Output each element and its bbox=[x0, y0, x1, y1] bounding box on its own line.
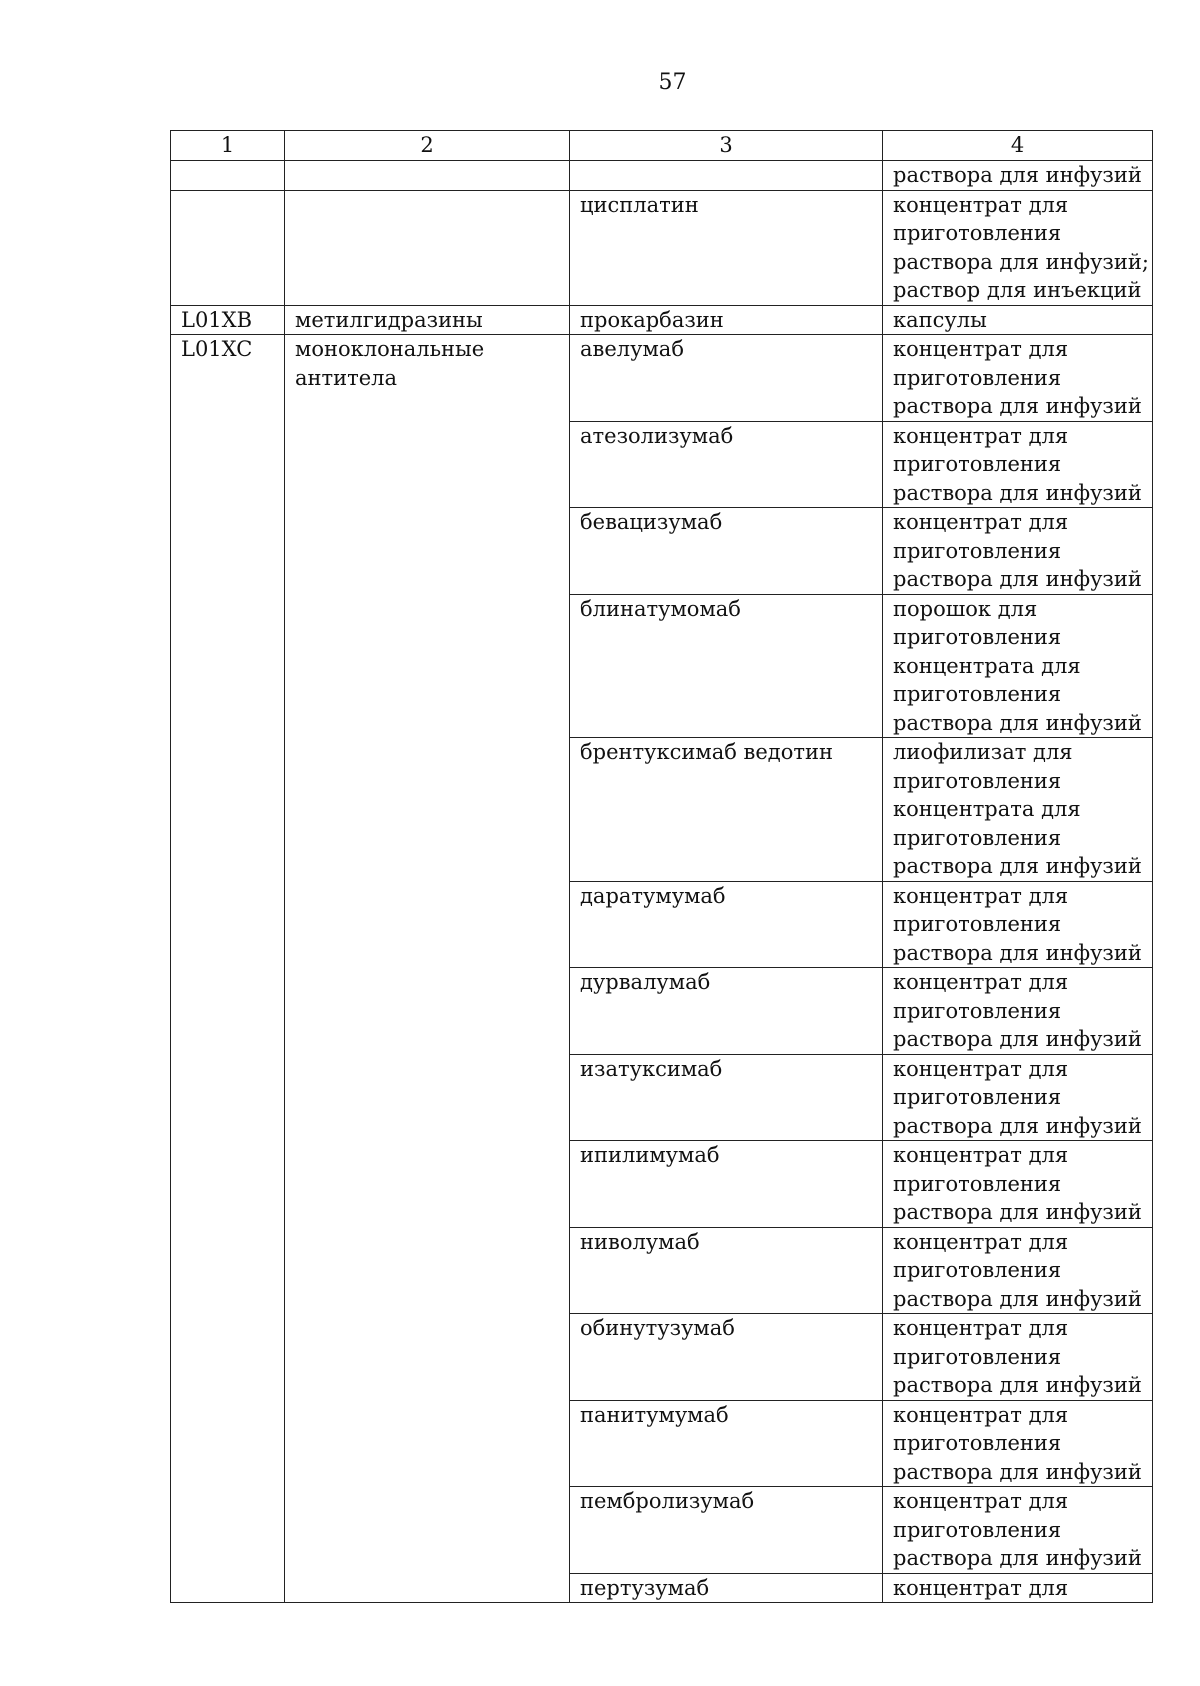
drug-name-cell: цисплатин bbox=[570, 190, 883, 305]
cell-line: приготовления bbox=[893, 912, 1062, 936]
cell-line: раствора для инфузий bbox=[893, 567, 1142, 591]
cell-line: приготовления bbox=[893, 365, 1062, 390]
header-cell-4: 4 bbox=[883, 131, 1153, 161]
cell-line: порошок для bbox=[893, 596, 1038, 621]
cell-line: приготовления bbox=[893, 1431, 1062, 1455]
drug-name-cell: ниволумаб bbox=[570, 1227, 883, 1314]
cell-line: приготовления bbox=[893, 768, 1062, 793]
drug-name-cell: прокарбазин bbox=[570, 305, 883, 335]
cell-line: приготовления bbox=[893, 625, 1062, 649]
cell-line: концентрат для bbox=[893, 970, 1069, 994]
page-number: 57 bbox=[658, 70, 687, 95]
dosage-form-cell bbox=[883, 305, 1153, 335]
dosage-form-cell bbox=[883, 421, 1153, 508]
dosage-form-cell bbox=[883, 1314, 1153, 1401]
cell-line: концентрата для bbox=[893, 797, 1081, 821]
dosage-form-cell bbox=[883, 508, 1153, 595]
dosage-form-cell bbox=[883, 1573, 1153, 1603]
cell-line: концентрат для bbox=[893, 423, 1069, 448]
dosage-form-cell bbox=[883, 594, 1153, 738]
cell-line: приготовления bbox=[893, 998, 1062, 1023]
cell-line: приготовления bbox=[893, 1344, 1062, 1369]
cell-line: раствора для инфузий bbox=[893, 854, 1142, 878]
cell-line: раствора для инфузий bbox=[893, 394, 1142, 418]
table-row bbox=[171, 161, 1153, 191]
drug-name-cell: атезолизумаб bbox=[570, 421, 883, 508]
cell-line: концентрата для bbox=[893, 653, 1081, 678]
cell-line: концентрат для bbox=[893, 1575, 1069, 1600]
dosage-form-cell bbox=[883, 335, 1153, 422]
drug-name-cell: бевацизумаб bbox=[570, 508, 883, 595]
cell-line: приготовления bbox=[893, 1085, 1062, 1109]
dosage-form-cell bbox=[883, 1400, 1153, 1487]
cell-line: концентрат для bbox=[893, 1402, 1069, 1427]
cell-line: концентрат для bbox=[893, 1143, 1069, 1167]
cell-line: приготовления bbox=[893, 538, 1062, 563]
dosage-form-cell bbox=[883, 161, 1153, 191]
cell-line: концентрат для bbox=[893, 1229, 1069, 1254]
cell-line: концентрат для bbox=[893, 337, 1069, 361]
cell-line: приготовления bbox=[893, 1171, 1062, 1196]
drug-name-cell: ипилимумаб bbox=[570, 1141, 883, 1228]
cell-line: раствора для инфузий bbox=[893, 940, 1142, 965]
dosage-form-cell bbox=[883, 1054, 1153, 1141]
drug-name-cell: блинатумомаб bbox=[570, 594, 883, 738]
cell-line: раствора для инфузий bbox=[893, 1286, 1142, 1311]
cell-line: раствора для инфузий bbox=[893, 163, 1142, 187]
table-body bbox=[171, 161, 1153, 1603]
cell-line: приготовления bbox=[893, 1258, 1062, 1282]
cell-line: приготовления bbox=[893, 452, 1062, 476]
drug-group-cell bbox=[285, 161, 570, 191]
drug-name-cell: пембролизумаб bbox=[570, 1487, 883, 1574]
atc-code-cell: L01XC bbox=[171, 335, 285, 1603]
cell-line: приготовления bbox=[893, 682, 1062, 706]
header-row bbox=[171, 131, 1153, 161]
cell-line: раствора для инфузий; bbox=[893, 249, 1149, 274]
atc-code-cell bbox=[171, 190, 285, 305]
drug-name-cell bbox=[570, 161, 883, 191]
drug-name-cell: авелумаб bbox=[570, 335, 883, 422]
dosage-form-cell bbox=[883, 190, 1153, 305]
cell-line: концентрат для bbox=[893, 1056, 1069, 1081]
cell-line: концентрат для bbox=[893, 883, 1069, 908]
cell-line: капсулы bbox=[893, 307, 987, 332]
cell-line: концентрат для bbox=[893, 1316, 1069, 1340]
atc-code-cell: L01XB bbox=[171, 305, 285, 335]
drug-name-cell: дурвалумаб bbox=[570, 968, 883, 1055]
dosage-form-cell bbox=[883, 738, 1153, 882]
cell-line: приготовления bbox=[893, 825, 1062, 850]
drug-name-cell: пертузумаб bbox=[570, 1573, 883, 1603]
drug-name-cell: брентуксимаб ведотин bbox=[570, 738, 883, 882]
drug-name-cell: обинутузумаб bbox=[570, 1314, 883, 1401]
drug-group-cell bbox=[285, 190, 570, 305]
cell-line: раствор для инъекций bbox=[893, 278, 1142, 302]
drug-name-cell: изатуксимаб bbox=[570, 1054, 883, 1141]
cell-line: раствора для инфузий bbox=[893, 1373, 1142, 1397]
header-cell-3: 3 bbox=[570, 131, 883, 161]
cell-line: раствора для инфузий bbox=[893, 1459, 1142, 1484]
cell-line: лиофилизат для bbox=[893, 740, 1073, 764]
cell-line: приготовления bbox=[893, 1517, 1062, 1542]
dosage-form-cell bbox=[883, 1227, 1153, 1314]
drug-group-cell bbox=[285, 305, 570, 335]
dosage-form-cell bbox=[883, 881, 1153, 968]
dosage-form-cell bbox=[883, 1141, 1153, 1228]
drug-group-cell bbox=[285, 335, 570, 1603]
atc-code-cell bbox=[171, 161, 285, 191]
table-row bbox=[171, 190, 1153, 305]
drug-name-cell: даратумумаб bbox=[570, 881, 883, 968]
header-cell-1: 1 bbox=[171, 131, 285, 161]
cell-line: концентрат для bbox=[893, 510, 1069, 534]
cell-line: раствора для инфузий bbox=[893, 1200, 1142, 1224]
cell-line: концентрат для bbox=[893, 192, 1069, 217]
drug-table bbox=[170, 130, 1153, 1603]
cell-line: антитела bbox=[295, 365, 398, 390]
cell-line: раствора для инфузий bbox=[893, 1546, 1142, 1570]
header-cell-2: 2 bbox=[285, 131, 570, 161]
drug-name-cell: панитумумаб bbox=[570, 1400, 883, 1487]
cell-line: раствора для инфузий bbox=[893, 480, 1142, 505]
table-row bbox=[171, 305, 1153, 335]
cell-line: раствора для инфузий bbox=[893, 710, 1142, 735]
cell-line: раствора для инфузий bbox=[893, 1027, 1142, 1051]
dosage-form-cell bbox=[883, 968, 1153, 1055]
dosage-form-cell bbox=[883, 1487, 1153, 1574]
cell-line: раствора для инфузий bbox=[893, 1113, 1142, 1138]
cell-line: моноклональные bbox=[295, 337, 485, 361]
cell-line: метилгидразины bbox=[295, 307, 483, 332]
cell-line: приготовления bbox=[893, 221, 1062, 245]
cell-line: концентрат для bbox=[893, 1489, 1069, 1513]
table-row bbox=[171, 335, 1153, 422]
